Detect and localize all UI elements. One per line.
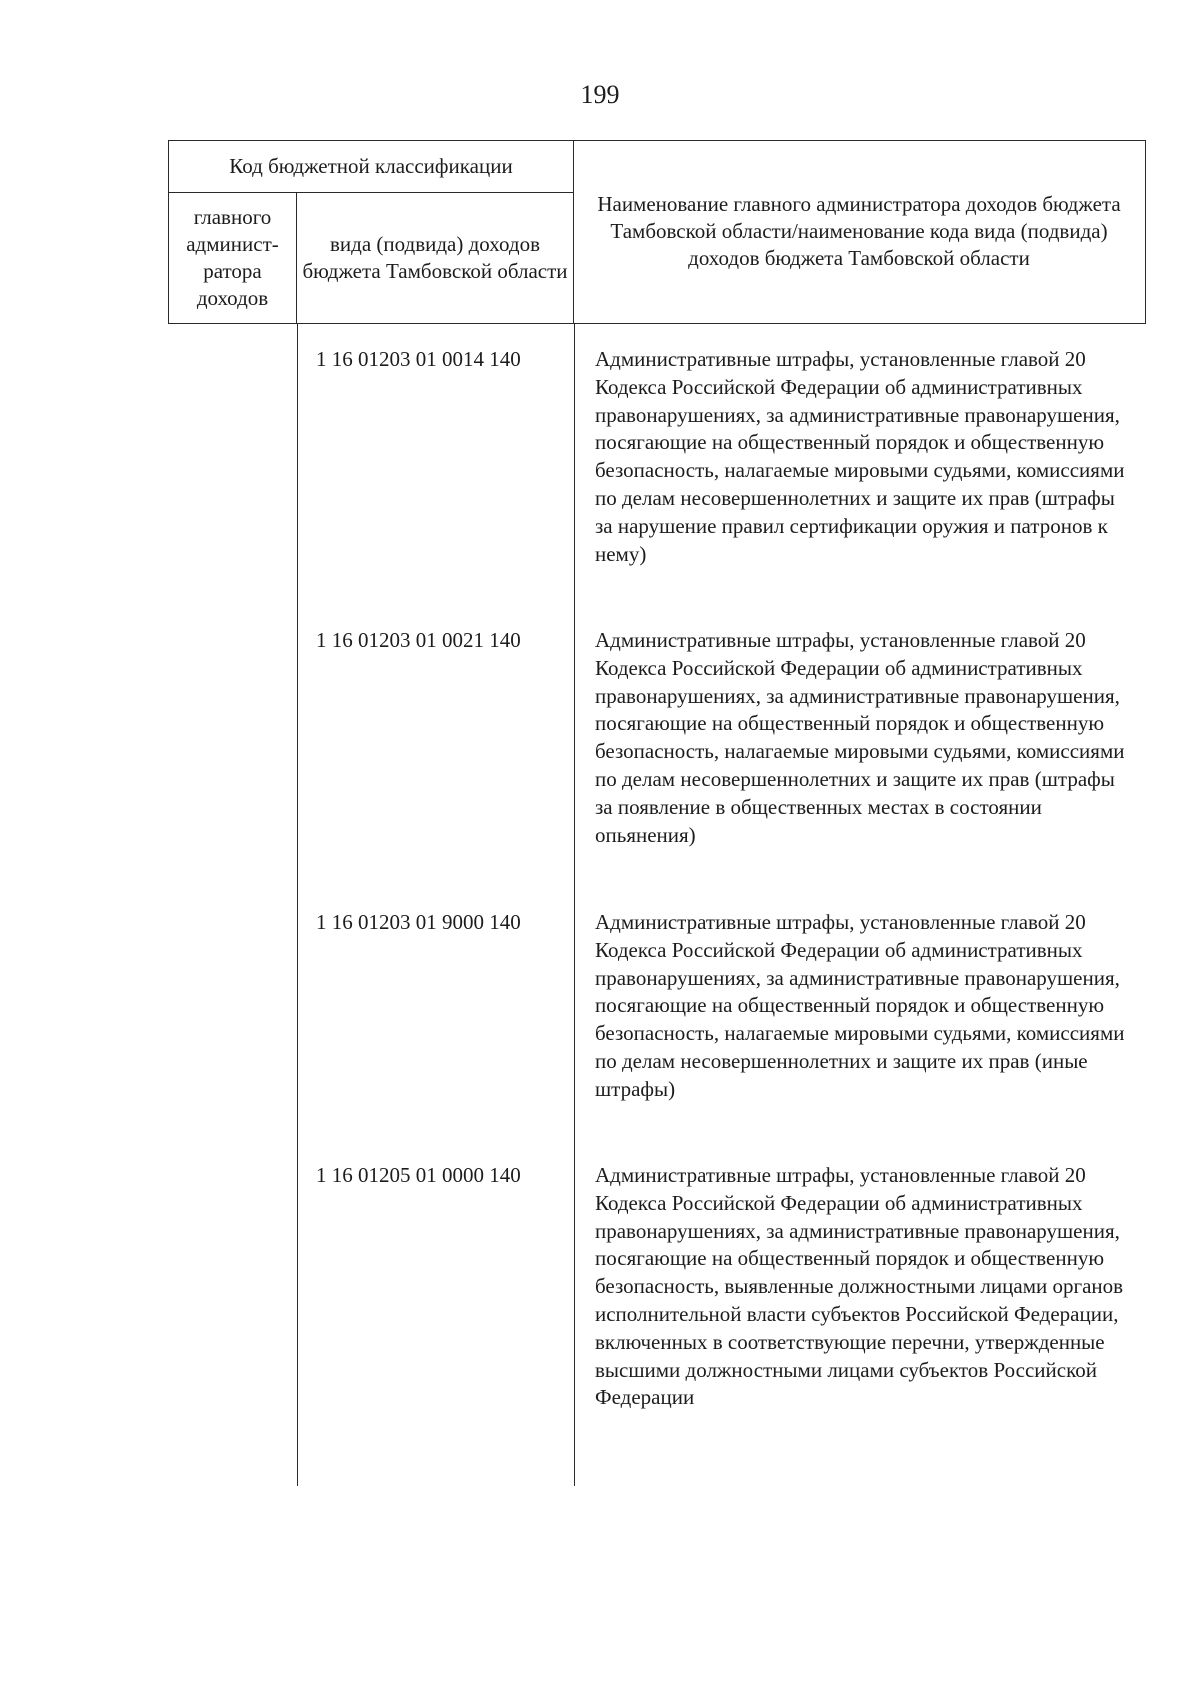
- header-income-kind: вида (подвида) доходов бюджета Тамбовской области: [297, 193, 574, 323]
- header-budget-classification-code: Код бюджетной классификации: [169, 141, 574, 193]
- income-description: Административные штрафы, установленные главой 20 Кодекса Российской Федерации об административных правонарушениях, за административные правонарушения, посягающие на общественный порядок и общественную безопасность, налагаемые мировыми судьями, комиссиями по делам несовершеннолетних и защите их прав (иные штрафы): [595, 910, 1125, 1101]
- income-description: Административные штрафы, установленные главой 20 Кодекса Российской Федерации об административных правонарушениях, за административные правонарушения, посягающие на общественный порядок и общественную безопасность, налагаемые мировыми судьями, комиссиями по делам несовершеннолетних и защите их прав (штрафы за нарушение правил сертификации оружия и патронов к нему): [595, 347, 1125, 566]
- income-code: 1 16 01203 01 9000 140: [316, 910, 521, 934]
- header-main-administrator: главного админист-ратора доходов: [169, 193, 297, 323]
- column-divider-right: [574, 324, 575, 1486]
- table-header: [168, 140, 1146, 324]
- income-code: 1 16 01203 01 0014 140: [316, 347, 521, 371]
- income-description: Административные штрафы, установленные главой 20 Кодекса Российской Федерации об административных правонарушениях, за административные правонарушения, посягающие на общественный порядок и общественную безопасность, выявленные должностными лицами органов исполнительной власти субъектов Российской Федерации, включенных в соответствующие перечни, утвержденные высшими должностными лицами субъектов Российской Федерации: [595, 1163, 1124, 1410]
- income-code: 1 16 01203 01 0021 140: [316, 628, 521, 652]
- income-code: 1 16 01205 01 0000 140: [316, 1163, 521, 1187]
- page-number: 199: [580, 80, 620, 109]
- column-divider-left: [297, 324, 298, 1486]
- header-administrator-name: Наименование главного администратора доходов бюджета Тамбовской области/наименование кода вида (подвида) доходов бюджета Тамбовской области: [597, 192, 1121, 270]
- income-description: Административные штрафы, установленные главой 20 Кодекса Российской Федерации об административных правонарушениях, за административные правонарушения, посягающие на общественный порядок и общественную безопасность, налагаемые мировыми судьями, комиссиями по делам несовершеннолетних и защите их прав (штрафы за появление в общественных местах в состоянии опьянения): [595, 628, 1125, 847]
